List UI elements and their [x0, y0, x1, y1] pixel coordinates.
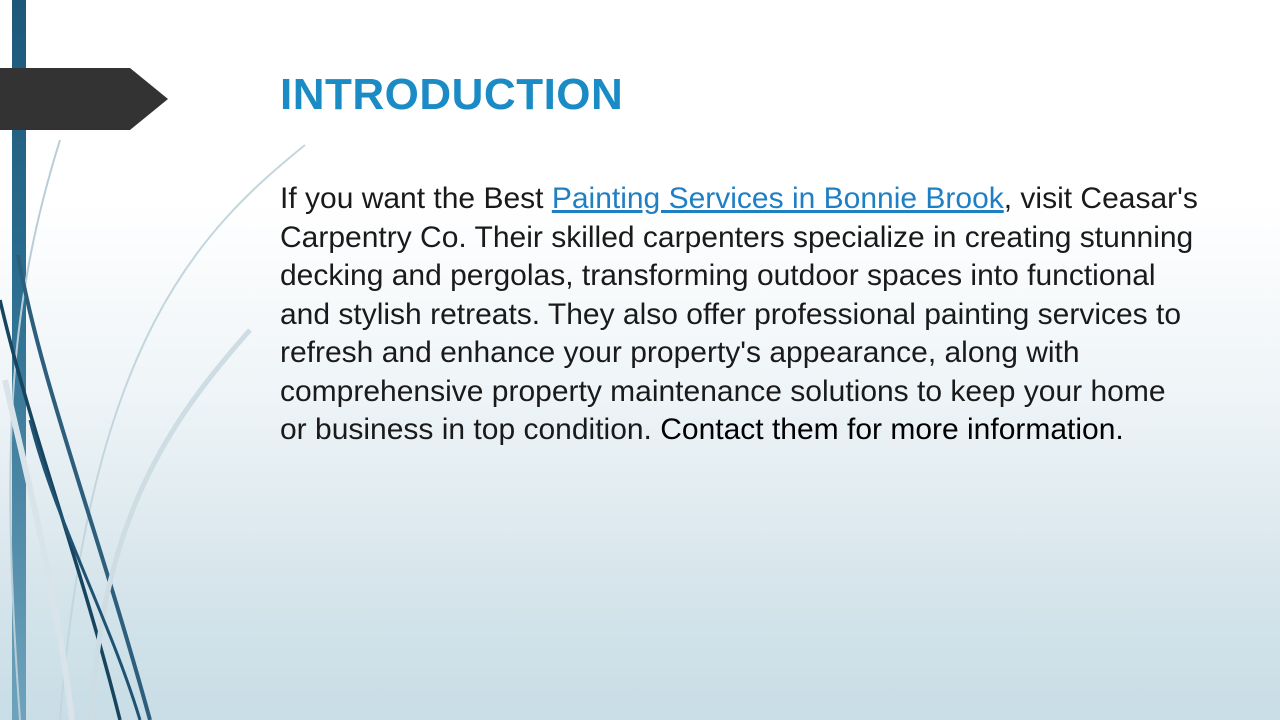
painting-services-link[interactable]: Painting Services in Bonnie Brook: [551, 182, 1004, 215]
slide-content: [280, 0, 1220, 720]
arrow-banner-tip: [130, 68, 168, 130]
arrow-banner-decoration: [0, 68, 168, 130]
paragraph-middle: , visit Ceasar's Carpentry Co. Their skilled carpenters specialize in creating stunning decking and pergolas, transforming outdoor spaces into functional and stylish retreats. They also offer professional painting services to refresh and enhance your property's appearance, along with comprehensive property maintenance solutions to keep your home or business in top condition.: [280, 182, 1198, 446]
body-paragraph: [280, 180, 1200, 450]
paragraph-lead: If you want the Best: [280, 182, 552, 215]
arrow-banner-body: [0, 68, 130, 130]
paragraph-tail: Contact them for more information.: [660, 413, 1124, 446]
page-title: INTRODUCTION: [280, 70, 624, 119]
